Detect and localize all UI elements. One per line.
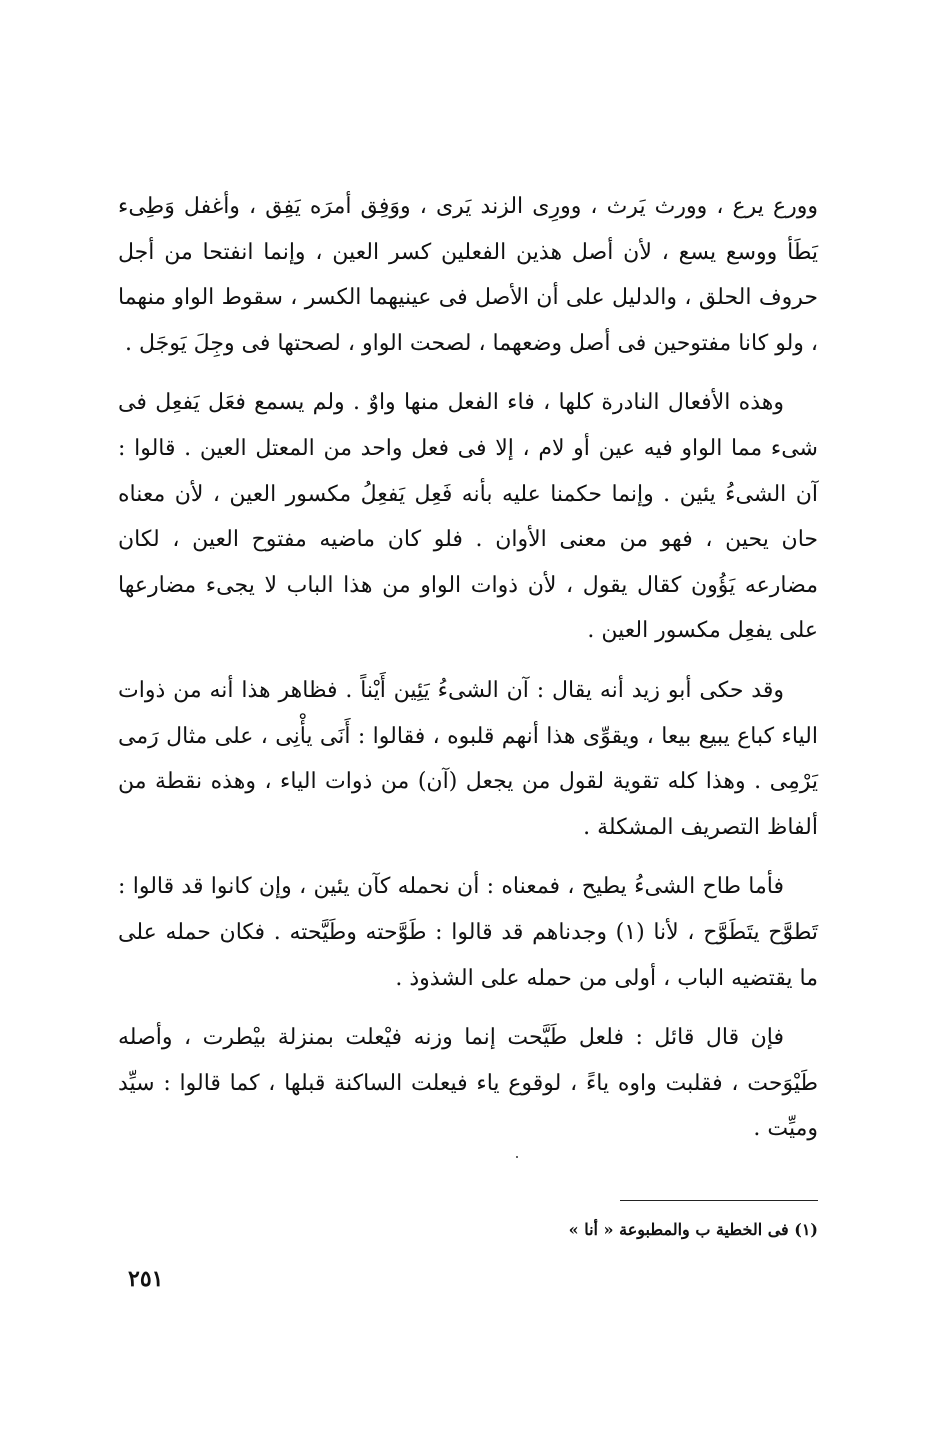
print-speck	[516, 1156, 518, 1158]
page-number: ٢٥١	[128, 1266, 164, 1292]
paragraph-1: وورع يرع ، وورث يَرث ، وورِى الزند يَرى ، ووَفِق أمرَه يَفِق ، وأغفل وَطِىء يَطَأ ووسع يسع ، لأن أصل هذين الفعلين كسر العين ، وإنما انفتحا من أجل حروف الحلق ، والدليل على أن الأصل فى عينيهما الكسر ، سقوط الواو منهما ، ولو كانا مفتوحين فى أصل وضعهما ، لصحت الواو ، لصحتها فى وجِلَ يَوجَل .	[118, 194, 818, 356]
paragraph-2: وهذه الأفعال النادرة كلها ، فاء الفعل منها واوٌ . ولم يسمع فعَل يَفعِل فى شىء مما الواو فيه عين أو لام ، إلا فى فعل واحد من المعتل العين . قالوا : آن الشىءُ يئين . وإنما حكمنا عليه بأنه فَعِل يَفعِلُ مكسور العين ، لأن معناه حان يحين ، فهو من معنى الأوان . فلو كان ماضيه مفتوح العين ، لكان مضارعه يَؤُون كقال يقول ، لأن ذوات الواو من هذا الباب لا يجىء مضارعها على يفعِل مكسور العين .	[118, 390, 818, 644]
paragraph-3: وقد حكى أبو زيد أنه يقال : آن الشىءُ يَئِين أَيْناً . فظاهر هذا أنه من ذوات الياء كباع يبيع بيعا ، ويقوِّى هذا أنهم قلبوه ، فقالوا : أَنَى يأْنِى ، على مثال رَمى يَرْمِى . وهذا كله تقوية لقول من يجعل (آن) من ذوات الياء ، وهذه نقطة من ألفاظ التصريف المشكلة .	[118, 677, 818, 840]
paragraph-5: فإن قال قائل : فلعل طَيَّحت إنما وزنه فيْعلت بمنزلة بيْطرت ، وأصله طَيْوَحت ، فقلبت واوه ياءً ، لوقوع ياء فيعلت الساكنة قبلها ، كما قالوا : سيِّد وميِّت .	[118, 1025, 818, 1142]
paragraph-4: فأما طاح الشىءُ يطيح ، فمعناه : أن نحمله كآن يئين ، وإن كانوا قد قالوا : تَطوَّح يتَطَوَّح ، لأنا (١) وجدناهم قد قالوا : طَوَّحته وطَيَّحته . فكان حمله على ما يقتضيه الباب ، أولى من حمله على الشذوذ .	[118, 874, 819, 991]
footnote-divider	[620, 1200, 818, 1201]
footnote: (١) فى الخطية ب والمطبوعة « أنا »	[568, 1220, 818, 1239]
main-text	[118, 184, 818, 1152]
